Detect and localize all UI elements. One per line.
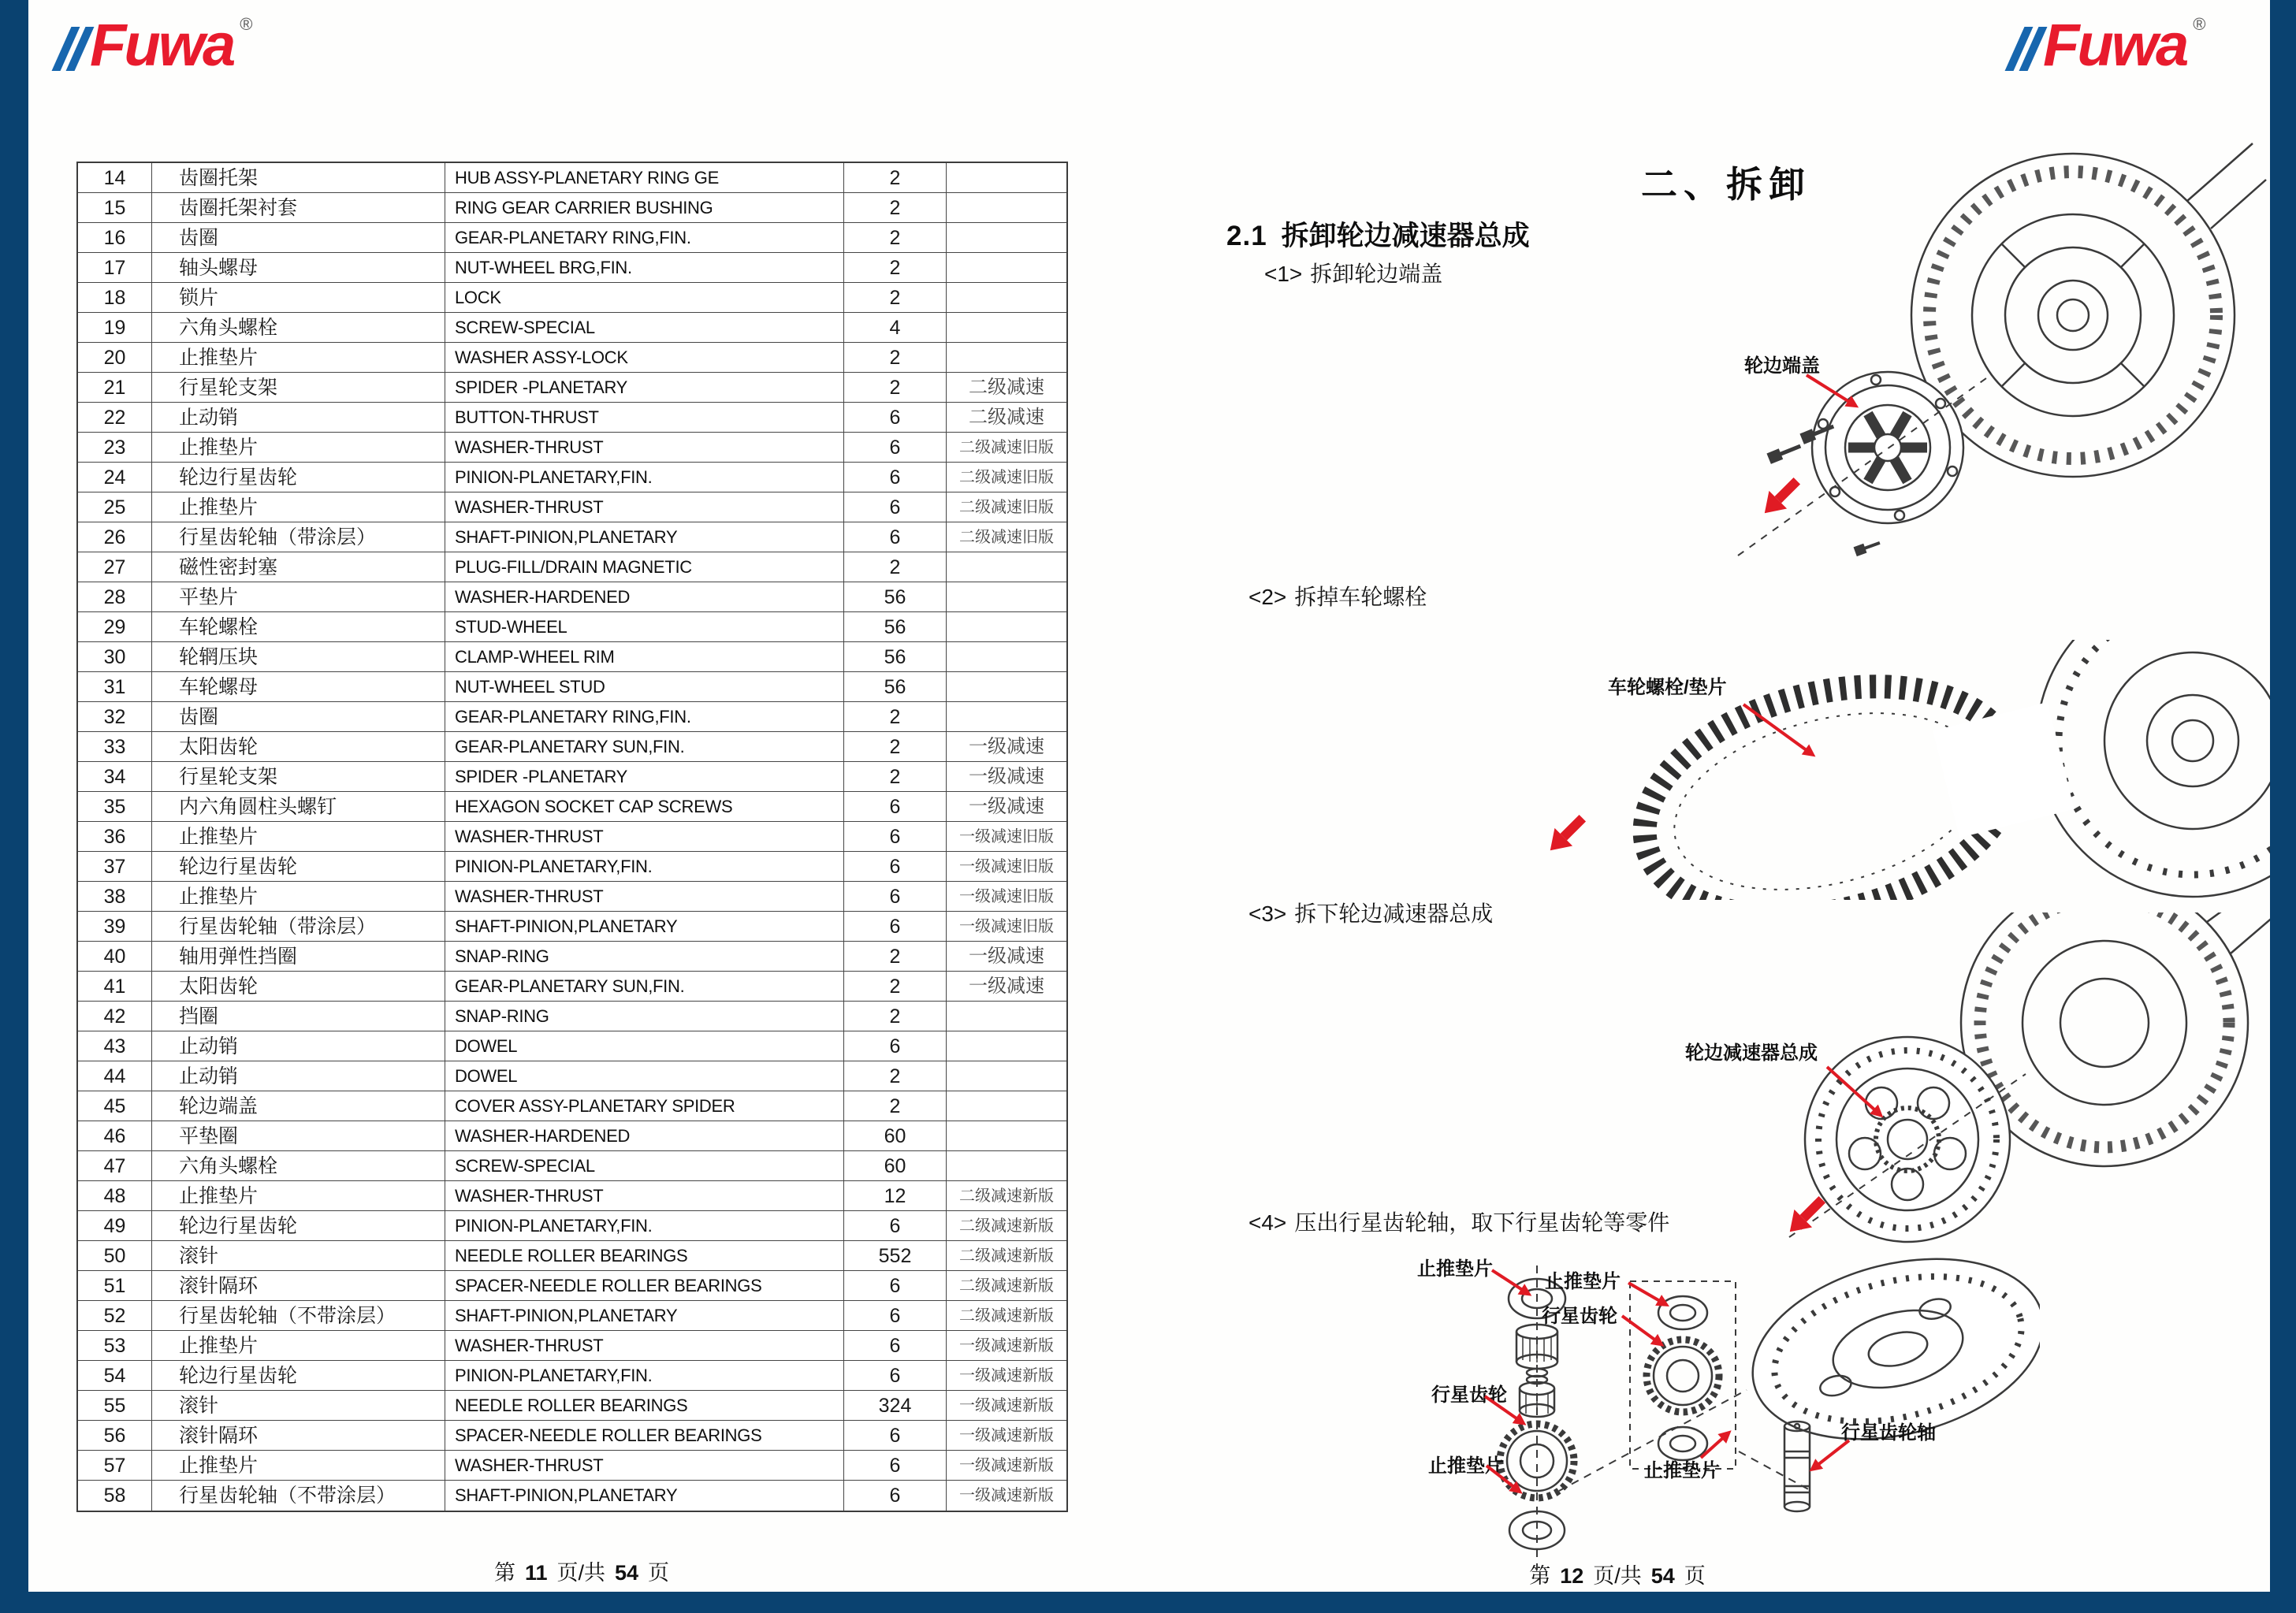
footer-text: 页 [1684, 1564, 1706, 1588]
part-name-en: DOWEL [445, 1031, 844, 1061]
part-qty: 12 [844, 1181, 947, 1211]
page-footer-left [463, 1555, 700, 1586]
row-number: 49 [78, 1211, 152, 1241]
part-qty: 2 [844, 223, 947, 253]
part-qty: 6 [844, 1301, 947, 1331]
step-number: <3> [1248, 901, 1287, 926]
step-text: 拆掉车轮螺栓 [1294, 585, 1427, 609]
row-number: 23 [78, 433, 152, 463]
part-name-cn: 车轮螺母 [152, 672, 445, 702]
part-name-cn: 行星轮支架 [152, 762, 445, 792]
part-name-en: DOWEL [445, 1061, 844, 1091]
part-note: 二级减速新版 [947, 1211, 1066, 1241]
footer-text: 页/共 [1593, 1564, 1642, 1588]
direction-arrow-icon [1756, 471, 1807, 522]
row-number: 37 [78, 852, 152, 882]
part-name-en: WASHER-THRUST [445, 882, 844, 912]
part-note [947, 1151, 1066, 1181]
logo-wordmark: Fuwa [90, 11, 234, 79]
step-heading [1248, 580, 1427, 611]
step-number: <4> [1248, 1210, 1287, 1235]
row-number: 20 [78, 343, 152, 373]
part-name-en: LOCK [445, 283, 844, 313]
row-number: 42 [78, 1002, 152, 1031]
row-number: 45 [78, 1091, 152, 1121]
part-note: 二级减速 [947, 403, 1066, 433]
row-number: 58 [78, 1481, 152, 1511]
part-note [947, 612, 1066, 642]
part-qty: 2 [844, 253, 947, 283]
part-name-cn: 轮边行星齿轮 [152, 1361, 445, 1391]
part-name-cn: 齿圈 [152, 223, 445, 253]
part-note [947, 343, 1066, 373]
section-heading [1226, 214, 1530, 254]
part-note: 一级减速旧版 [947, 852, 1066, 882]
part-name-cn: 六角头螺栓 [152, 313, 445, 343]
part-name-en: WASHER-THRUST [445, 492, 844, 522]
part-qty: 56 [844, 612, 947, 642]
part-qty: 6 [844, 792, 947, 822]
part-name-en: PINION-PLANETARY,FIN. [445, 852, 844, 882]
part-qty: 56 [844, 582, 947, 612]
callout-label: 轮边端盖 [1744, 355, 1820, 377]
part-name-en: GEAR-PLANETARY SUN,FIN. [445, 732, 844, 762]
part-name-en: HEXAGON SOCKET CAP SCREWS [445, 792, 844, 822]
part-note: 一级减速新版 [947, 1331, 1066, 1361]
part-qty: 2 [844, 972, 947, 1002]
part-name-en: SCREW-SPECIAL [445, 313, 844, 343]
step-heading [1264, 257, 1442, 288]
row-number: 55 [78, 1391, 152, 1421]
part-name-cn: 止动销 [152, 1061, 445, 1091]
step-text: 拆下轮边减速器总成 [1294, 901, 1494, 926]
callout-label: 止推垫片 [1644, 1460, 1720, 1481]
row-number: 17 [78, 253, 152, 283]
part-note: 二级减速旧版 [947, 522, 1066, 552]
part-name-cn: 止推垫片 [152, 1331, 445, 1361]
row-number: 36 [78, 822, 152, 852]
part-name-en: PINION-PLANETARY,FIN. [445, 1211, 844, 1241]
part-name-en: SHAFT-PINION,PLANETARY [445, 912, 844, 942]
part-name-cn: 磁性密封塞 [152, 552, 445, 582]
row-number: 56 [78, 1421, 152, 1451]
direction-arrow-icon [1542, 808, 1592, 859]
part-note: 一级减速旧版 [947, 822, 1066, 852]
row-number: 40 [78, 942, 152, 972]
part-note [947, 163, 1066, 193]
row-number: 47 [78, 1151, 152, 1181]
part-name-cn: 太阳齿轮 [152, 732, 445, 762]
part-name-en: COVER ASSY-PLANETARY SPIDER [445, 1091, 844, 1121]
part-name-en: SCREW-SPECIAL [445, 1151, 844, 1181]
part-qty: 2 [844, 373, 947, 403]
part-name-cn: 平垫圈 [152, 1121, 445, 1151]
part-name-en: GEAR-PLANETARY RING,FIN. [445, 702, 844, 732]
part-name-cn: 齿圈 [152, 702, 445, 732]
illustration-end-cover [1726, 118, 2270, 567]
part-qty: 6 [844, 1211, 947, 1241]
part-note [947, 1031, 1066, 1061]
step-number: <1> [1264, 262, 1303, 286]
part-qty: 6 [844, 1481, 947, 1511]
part-name-cn: 六角头螺栓 [152, 1151, 445, 1181]
step-heading [1248, 897, 1493, 928]
part-note [947, 1091, 1066, 1121]
part-qty: 2 [844, 193, 947, 223]
part-name-en: PINION-PLANETARY,FIN. [445, 1361, 844, 1391]
part-note: 一级减速 [947, 732, 1066, 762]
part-name-en: GEAR-PLANETARY SUN,FIN. [445, 972, 844, 1002]
row-number: 34 [78, 762, 152, 792]
callout-label: 止推垫片 [1545, 1271, 1621, 1292]
part-qty: 6 [844, 522, 947, 552]
part-name-en: SPACER-NEEDLE ROLLER BEARINGS [445, 1271, 844, 1301]
fuwa-logo-left [61, 11, 253, 79]
part-qty: 56 [844, 642, 947, 672]
step-text: 压出行星齿轮轴，取下行星齿轮等零件 [1294, 1210, 1670, 1235]
row-number: 38 [78, 882, 152, 912]
part-name-en: BUTTON-THRUST [445, 403, 844, 433]
row-number: 18 [78, 283, 152, 313]
callout-label: 止推垫片 [1417, 1258, 1493, 1280]
part-note: 二级减速新版 [947, 1181, 1066, 1211]
chapter-title: 二、拆卸 [1641, 164, 1811, 205]
part-qty: 2 [844, 343, 947, 373]
part-name-cn: 内六角圆柱头螺钉 [152, 792, 445, 822]
part-qty: 2 [844, 283, 947, 313]
part-name-en: SPIDER -PLANETARY [445, 762, 844, 792]
section-text: 拆卸轮边减速器总成 [1281, 221, 1530, 251]
part-name-en: SPACER-NEEDLE ROLLER BEARINGS [445, 1421, 844, 1451]
part-name-en: CLAMP-WHEEL RIM [445, 642, 844, 672]
part-name-en: WASHER-HARDENED [445, 1121, 844, 1151]
row-number: 30 [78, 642, 152, 672]
parts-table [76, 162, 1068, 1512]
part-note [947, 193, 1066, 223]
part-qty: 6 [844, 1331, 947, 1361]
fuwa-logo-right [2015, 11, 2206, 79]
part-name-cn: 止推垫片 [152, 882, 445, 912]
part-qty: 6 [844, 1031, 947, 1061]
part-note: 一级减速新版 [947, 1361, 1066, 1391]
row-number: 46 [78, 1121, 152, 1151]
row-number: 28 [78, 582, 152, 612]
step-text: 拆卸轮边端盖 [1310, 262, 1443, 286]
row-number: 32 [78, 702, 152, 732]
part-name-cn: 车轮螺栓 [152, 612, 445, 642]
part-name-cn: 滚针隔环 [152, 1271, 445, 1301]
callout-label: 行星齿轮轴 [1841, 1422, 1936, 1444]
footer-page-number: 12 [1560, 1564, 1584, 1588]
part-name-en: SHAFT-PINION,PLANETARY [445, 1301, 844, 1331]
section-number: 2.1 [1226, 221, 1267, 251]
part-qty: 6 [844, 882, 947, 912]
part-name-cn: 轮边行星齿轮 [152, 463, 445, 492]
part-note [947, 552, 1066, 582]
part-qty: 6 [844, 463, 947, 492]
part-name-cn: 止动销 [152, 403, 445, 433]
part-note [947, 253, 1066, 283]
row-number: 48 [78, 1181, 152, 1211]
footer-text: 页 [648, 1561, 670, 1585]
part-name-cn: 止推垫片 [152, 822, 445, 852]
row-number: 51 [78, 1271, 152, 1301]
part-name-cn: 轮辋压块 [152, 642, 445, 672]
part-note: 一级减速 [947, 972, 1066, 1002]
part-name-cn: 滚针 [152, 1391, 445, 1421]
part-qty: 6 [844, 492, 947, 522]
row-number: 52 [78, 1301, 152, 1331]
row-number: 19 [78, 313, 152, 343]
part-name-en: SHAFT-PINION,PLANETARY [445, 522, 844, 552]
part-qty: 2 [844, 552, 947, 582]
row-number: 57 [78, 1451, 152, 1481]
part-name-cn: 止动销 [152, 1031, 445, 1061]
row-number: 35 [78, 792, 152, 822]
part-note: 一级减速 [947, 792, 1066, 822]
part-name-cn: 平垫片 [152, 582, 445, 612]
part-name-en: WASHER-THRUST [445, 433, 844, 463]
part-note: 一级减速旧版 [947, 882, 1066, 912]
part-qty: 324 [844, 1391, 947, 1421]
part-name-en: SNAP-RING [445, 942, 844, 972]
row-number: 22 [78, 403, 152, 433]
row-number: 33 [78, 732, 152, 762]
part-note: 二级减速旧版 [947, 492, 1066, 522]
part-note: 一级减速新版 [947, 1451, 1066, 1481]
part-name-en: NEEDLE ROLLER BEARINGS [445, 1241, 844, 1271]
part-name-cn: 止推垫片 [152, 1181, 445, 1211]
part-note: 一级减速旧版 [947, 912, 1066, 942]
part-note [947, 702, 1066, 732]
part-note: 二级减速旧版 [947, 433, 1066, 463]
part-note [947, 223, 1066, 253]
part-note [947, 1002, 1066, 1031]
part-qty: 2 [844, 163, 947, 193]
callout-label: 轮边减速器总成 [1685, 1043, 1818, 1064]
part-name-cn: 止推垫片 [152, 492, 445, 522]
part-qty: 6 [844, 822, 947, 852]
part-name-cn: 轴用弹性挡圈 [152, 942, 445, 972]
part-name-en: SPIDER -PLANETARY [445, 373, 844, 403]
part-note: 一级减速新版 [947, 1421, 1066, 1451]
part-name-en: NEEDLE ROLLER BEARINGS [445, 1391, 844, 1421]
part-note [947, 313, 1066, 343]
part-qty: 552 [844, 1241, 947, 1271]
row-number: 27 [78, 552, 152, 582]
part-name-en: SNAP-RING [445, 1002, 844, 1031]
row-number: 39 [78, 912, 152, 942]
part-name-en: WASHER-THRUST [445, 1331, 844, 1361]
part-note: 一级减速 [947, 942, 1066, 972]
part-note [947, 672, 1066, 702]
part-qty: 56 [844, 672, 947, 702]
part-qty: 6 [844, 852, 947, 882]
part-qty: 6 [844, 1421, 947, 1451]
row-number: 44 [78, 1061, 152, 1091]
row-number: 41 [78, 972, 152, 1002]
row-number: 26 [78, 522, 152, 552]
footer-text: 第 [493, 1561, 515, 1585]
part-note: 二级减速旧版 [947, 463, 1066, 492]
part-name-cn: 轮边行星齿轮 [152, 852, 445, 882]
part-note [947, 1061, 1066, 1091]
direction-arrow-icon [1781, 1190, 1832, 1240]
part-name-en: SHAFT-PINION,PLANETARY [445, 1481, 844, 1511]
part-name-en: PINION-PLANETARY,FIN. [445, 463, 844, 492]
footer-page-number: 11 [524, 1561, 548, 1585]
part-qty: 6 [844, 1451, 947, 1481]
row-number: 14 [78, 163, 152, 193]
part-name-cn: 行星齿轮轴（不带涂层） [152, 1301, 445, 1331]
row-number: 21 [78, 373, 152, 403]
part-qty: 2 [844, 762, 947, 792]
part-name-en: WASHER-THRUST [445, 822, 844, 852]
logo-wordmark: Fuwa [2043, 11, 2187, 79]
row-number: 29 [78, 612, 152, 642]
part-note: 二级减速 [947, 373, 1066, 403]
row-number: 16 [78, 223, 152, 253]
part-note [947, 642, 1066, 672]
part-name-cn: 止推垫片 [152, 1451, 445, 1481]
part-name-cn: 止推垫片 [152, 433, 445, 463]
footer-text: 第 [1529, 1564, 1551, 1588]
part-name-en: GEAR-PLANETARY RING,FIN. [445, 223, 844, 253]
part-name-cn: 齿圈托架 [152, 163, 445, 193]
row-number: 50 [78, 1241, 152, 1271]
part-name-en: PLUG-FILL/DRAIN MAGNETIC [445, 552, 844, 582]
part-name-cn: 齿圈托架衬套 [152, 193, 445, 223]
footer-total-pages: 54 [615, 1561, 639, 1585]
part-qty: 6 [844, 433, 947, 463]
row-number: 31 [78, 672, 152, 702]
part-note: 二级减速新版 [947, 1241, 1066, 1271]
part-name-cn: 止推垫片 [152, 343, 445, 373]
part-note: 一级减速新版 [947, 1391, 1066, 1421]
row-number: 15 [78, 193, 152, 223]
part-name-cn: 行星齿轮轴（带涂层） [152, 912, 445, 942]
part-name-cn: 行星齿轮轴（不带涂层） [152, 1481, 445, 1511]
row-number: 53 [78, 1331, 152, 1361]
part-name-en: WASHER-THRUST [445, 1181, 844, 1211]
part-name-en: WASHER-THRUST [445, 1451, 844, 1481]
part-qty: 2 [844, 1061, 947, 1091]
part-qty: 6 [844, 1271, 947, 1301]
part-name-cn: 行星轮支架 [152, 373, 445, 403]
callout-label: 车轮螺栓/垫片 [1608, 677, 1727, 698]
part-name-en: NUT-WHEEL STUD [445, 672, 844, 702]
part-note [947, 582, 1066, 612]
part-name-en: WASHER ASSY-LOCK [445, 343, 844, 373]
row-number: 54 [78, 1361, 152, 1391]
part-qty: 2 [844, 942, 947, 972]
part-note: 一级减速新版 [959, 1487, 1054, 1504]
part-name-cn: 轴头螺母 [152, 253, 445, 283]
registered-mark: ® [2193, 14, 2206, 34]
callout-label: 行星齿轮 [1431, 1384, 1507, 1406]
footer-text: 页/共 [556, 1561, 605, 1585]
part-name-cn: 挡圈 [152, 1002, 445, 1031]
part-note [947, 1121, 1066, 1151]
part-qty: 4 [844, 313, 947, 343]
row-number: 43 [78, 1031, 152, 1061]
part-name-cn: 滚针隔环 [152, 1421, 445, 1451]
part-qty: 6 [844, 1361, 947, 1391]
part-qty: 2 [844, 702, 947, 732]
row-number: 24 [78, 463, 152, 492]
part-name-en: HUB ASSY-PLANETARY RING GE [445, 163, 844, 193]
part-note: 二级减速新版 [947, 1271, 1066, 1301]
part-qty: 6 [844, 403, 947, 433]
part-name-en: NUT-WHEEL BRG,FIN. [445, 253, 844, 283]
part-note [947, 283, 1066, 313]
part-name-cn: 太阳齿轮 [152, 972, 445, 1002]
part-name-cn: 轮边行星齿轮 [152, 1211, 445, 1241]
part-note: 一级减速 [947, 762, 1066, 792]
part-name-cn: 滚针 [152, 1241, 445, 1271]
part-name-cn: 轮边端盖 [152, 1091, 445, 1121]
registered-mark: ® [240, 14, 253, 34]
part-name-en: RING GEAR CARRIER BUSHING [445, 193, 844, 223]
row-number: 25 [78, 492, 152, 522]
callout-label: 行星齿轮 [1542, 1306, 1617, 1327]
part-qty: 60 [844, 1151, 947, 1181]
footer-total-pages: 54 [1650, 1564, 1675, 1588]
part-name-en: WASHER-HARDENED [445, 582, 844, 612]
part-note: 二级减速新版 [947, 1301, 1066, 1331]
part-name-cn: 锁片 [152, 283, 445, 313]
part-qty: 2 [844, 732, 947, 762]
part-qty: 2 [844, 1091, 947, 1121]
step-number: <2> [1248, 585, 1287, 609]
part-qty: 60 [844, 1121, 947, 1151]
part-qty: 6 [844, 912, 947, 942]
callout-label: 止推垫片 [1428, 1455, 1504, 1477]
part-name-en: STUD-WHEEL [445, 612, 844, 642]
part-qty: 2 [844, 1002, 947, 1031]
step-heading [1248, 1206, 1669, 1237]
part-name-cn: 行星齿轮轴（带涂层） [152, 522, 445, 552]
